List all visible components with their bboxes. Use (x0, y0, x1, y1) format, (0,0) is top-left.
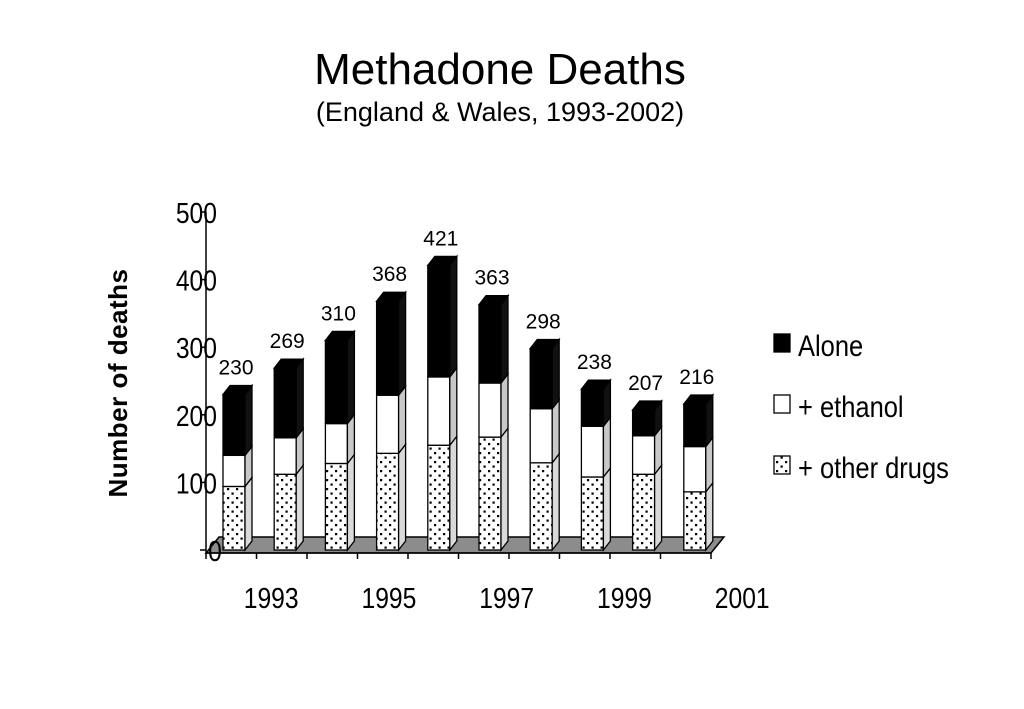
bar-segment (684, 404, 706, 447)
data-label: 207 (628, 372, 664, 396)
chart-subtitle: (England & Wales, 1993-2002) (315, 97, 685, 127)
bar-segment (377, 395, 399, 453)
y-tick-label: 400 (175, 264, 217, 298)
bar-segment-side (450, 436, 457, 550)
bar-segment-side (552, 340, 559, 409)
bar-stack-1993 (223, 386, 252, 550)
x-tick-label: 1995 (361, 582, 417, 615)
legend (774, 329, 949, 484)
bar-segment (377, 453, 399, 550)
x-tick-label: 1997 (479, 582, 535, 615)
bar-segment-side (450, 256, 457, 377)
data-label: 216 (679, 365, 715, 389)
bar-segment (530, 409, 552, 463)
bar-segment (325, 463, 347, 550)
bar-segment-side (552, 400, 559, 463)
x-tick-label: 1993 (243, 582, 299, 615)
data-label: 421 (423, 227, 459, 251)
bar-segment-side (603, 417, 610, 477)
y-tick-label: 300 (175, 332, 217, 365)
bar-segment (530, 463, 552, 550)
y-axis-label: Number of deaths (103, 268, 133, 498)
bar-segment-side (501, 428, 508, 550)
bar-segment-side (296, 465, 303, 550)
y-tick-label: 100 (175, 467, 217, 500)
bar-segment (684, 447, 706, 492)
bar-segment-side (552, 454, 559, 550)
bar-segment-side (655, 465, 662, 550)
data-label: 310 (320, 302, 356, 326)
bar-segment (479, 383, 501, 437)
bar-segment-side (501, 296, 508, 383)
bar-segment-side (347, 454, 354, 550)
bar-stack-1996 (377, 292, 406, 550)
legend-swatch (774, 395, 790, 413)
bar-stack-1998 (479, 296, 508, 550)
data-label: 368 (372, 263, 408, 287)
data-label: 298 (525, 310, 561, 334)
bar-segment-side (347, 331, 354, 423)
bar-stack-1995 (325, 331, 354, 550)
bar-segment-side (501, 374, 508, 437)
bar-segment (581, 477, 603, 550)
bar-segment (223, 486, 245, 550)
bar-stack-2000 (581, 380, 610, 550)
bar-segment-side (296, 359, 303, 438)
bar-segment (274, 438, 296, 475)
bar-segment (633, 474, 655, 550)
y-tick-label: 200 (175, 399, 217, 433)
y-tick-label: 0 (208, 535, 222, 568)
bar-segment (581, 426, 603, 477)
bar-segment-side (245, 386, 252, 456)
data-label: 363 (474, 266, 510, 290)
bar-segment (377, 301, 399, 395)
bar-segment (223, 455, 245, 486)
x-tick-label: 1999 (597, 582, 652, 615)
legend-swatch (774, 456, 790, 474)
legend-item (774, 451, 949, 484)
bar-segment-side (245, 477, 252, 550)
data-label: 269 (269, 330, 305, 354)
bar-segment-side (706, 483, 713, 550)
bar-segment-side (399, 292, 406, 395)
bar-stack-1994 (274, 359, 303, 550)
legend-item (774, 390, 904, 423)
data-label: 238 (576, 351, 612, 375)
bar-segment (274, 368, 296, 438)
bar-segment (274, 474, 296, 550)
legend-label: + ethanol (798, 390, 904, 424)
bar-segment (428, 265, 450, 377)
bar-segment-side (399, 386, 406, 453)
bar-segment (479, 437, 501, 550)
bar-stack-2001 (633, 401, 662, 550)
bar-stack-2002 (684, 395, 713, 550)
x-tick-label: 2001 (714, 582, 770, 615)
data-label: 230 (218, 356, 254, 380)
bar-segment-side (603, 468, 610, 550)
bar-stack-1997 (428, 256, 457, 550)
bar-segment (581, 389, 603, 426)
y-tick-label: 500 (175, 197, 217, 230)
legend-swatch (774, 334, 790, 352)
bar-segment (428, 445, 450, 550)
bar-segment (223, 395, 245, 456)
bar-segment (428, 377, 450, 445)
bar-segment (325, 424, 347, 464)
chart-title: Methadone Deaths (314, 45, 686, 94)
bar-segment (325, 340, 347, 423)
bar-stack-1999 (530, 340, 559, 550)
bar-segment (633, 410, 655, 436)
bar-segment-side (399, 444, 406, 550)
bar-segment (530, 349, 552, 409)
bar-segment (684, 492, 706, 550)
legend-label: + other drugs (798, 451, 949, 485)
bar-segment-side (450, 368, 457, 445)
legend-item (774, 329, 863, 362)
bar-segment (479, 305, 501, 383)
bar-segment (633, 436, 655, 475)
legend-label: Alone (798, 329, 864, 363)
bars (223, 256, 713, 550)
